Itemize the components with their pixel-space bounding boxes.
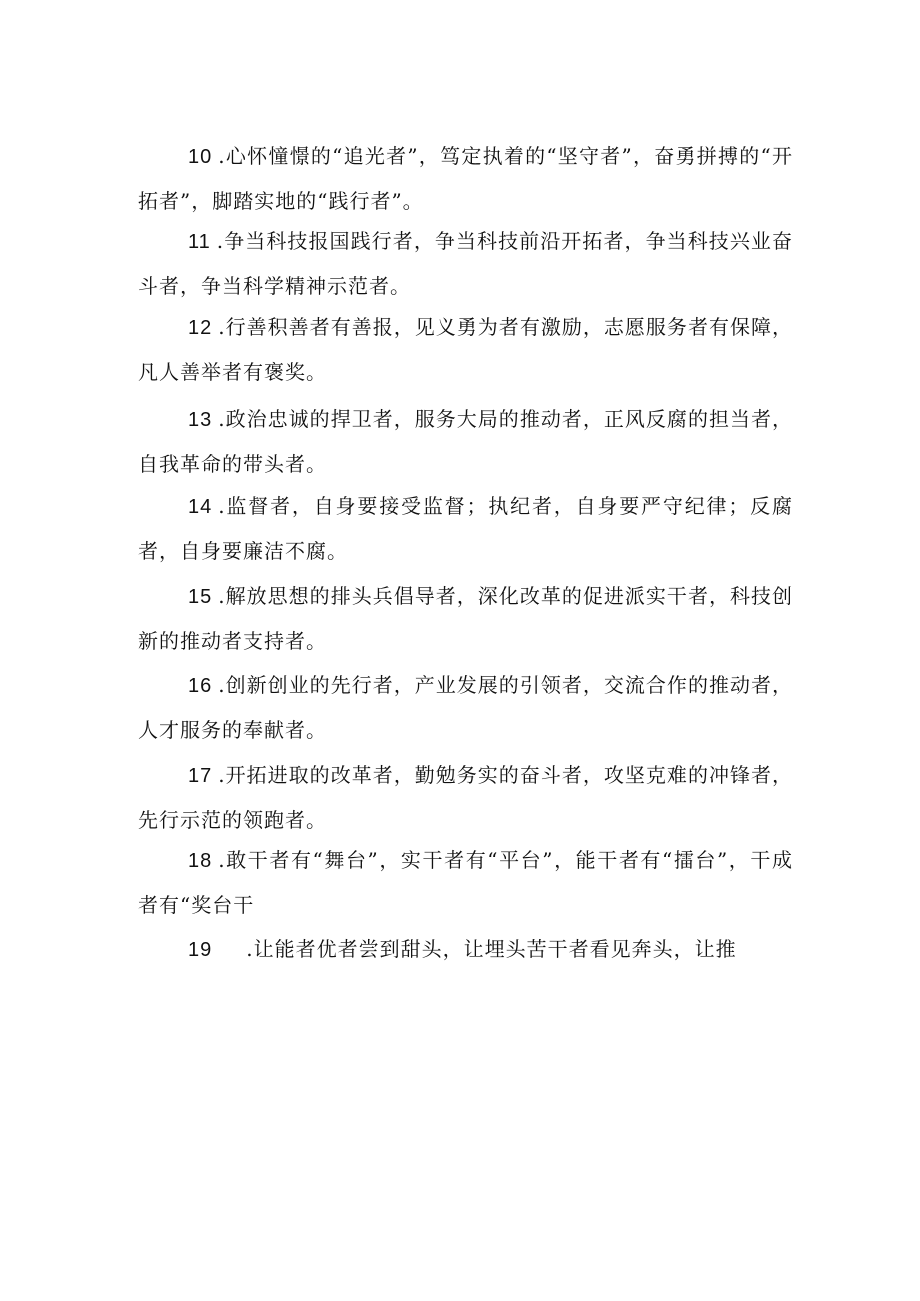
item-number: 10 [188, 146, 213, 168]
item-text: .监督者，自身要接受监督；执纪者，自身要严守纪律；反腐者，自身要廉洁不腐。 [138, 494, 793, 563]
item-text: .心怀憧憬的“追光者”，笃定执着的“坚守者”，奋勇拼搏的“开拓者”，脚踏实地的“践行者”。 [138, 144, 793, 213]
item-text: .争当科技报国践行者，争当科技前沿开拓者，争当科技兴业奋斗者，争当科学精神示范者。 [138, 229, 793, 298]
list-item [138, 753, 793, 842]
list-item [138, 397, 793, 486]
list-item [138, 484, 793, 573]
item-number: 16 [188, 675, 213, 697]
list-item [138, 219, 793, 308]
item-number: 14 [188, 496, 213, 518]
item-number: 11 [188, 231, 211, 253]
item-text: .行善积善者有善报，见义勇为者有激励，志愿服务者有保障，凡人善举者有褒奖。 [138, 315, 793, 384]
item-number: 13 [188, 409, 213, 431]
item-text: .开拓进取的改革者，勤勉务实的奋斗者，攻坚克难的冲锋者，先行示范的领跑者。 [138, 763, 793, 832]
item-number: 15 [188, 586, 213, 608]
item-text: .政治忠诚的捍卫者，服务大局的推动者，正风反腐的担当者，自我革命的带头者。 [138, 407, 793, 476]
item-number: 12 [188, 317, 213, 339]
list-item [138, 838, 793, 927]
list-item [138, 663, 793, 752]
item-text: .敢干者有“舞台”，实干者有“平台”，能干者有“擂台”，干成者有“奖台干 [138, 848, 793, 917]
list-item [138, 305, 793, 394]
item-text: .创新创业的先行者，产业发展的引领者，交流合作的推动者，人才服务的奉献者。 [138, 673, 793, 742]
item-number: 18 [188, 850, 213, 872]
item-text: .让能者优者尝到甜头，让埋头苦干者看见奔头，让推 [246, 937, 737, 961]
list-item [138, 134, 793, 223]
list-item [138, 927, 793, 972]
item-number: 19 [188, 939, 213, 961]
item-number: 17 [188, 765, 213, 787]
item-text: .解放思想的排头兵倡导者，深化改革的促进派实干者，科技创新的推动者支持者。 [138, 584, 793, 653]
list-item [138, 574, 793, 663]
